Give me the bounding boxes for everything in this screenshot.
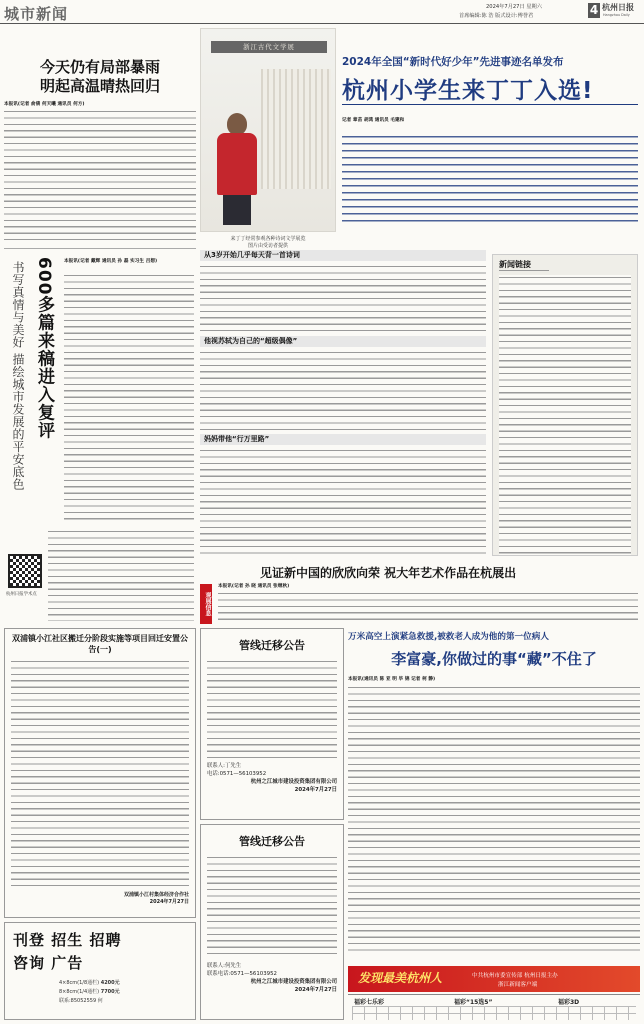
main-headline: 杭州小学生来丁丁入选!: [342, 78, 594, 104]
pipeline-notice-2-date: 2024年7月27日: [294, 987, 337, 993]
donor-headline: 李富豪,你做过的事“藏”不住了: [391, 650, 597, 668]
recruit-ad: [4, 922, 196, 1020]
weather-headline-2: 明起高温晴热回归: [39, 77, 160, 95]
art-byline: 本报讯(记者 孙 晓 通讯员 张继秋): [218, 584, 290, 589]
essay-body-right: [64, 273, 194, 523]
recruit-ad-line2: 咨询 广告: [13, 954, 84, 972]
essay-vertical-title: 600多篇来稿进入复评: [34, 257, 54, 440]
banner-title: 发现最美杭州人: [358, 971, 443, 985]
photo-caption: 来丁丁经常参观各种诗词文学展览: [230, 236, 306, 242]
relocation-notice-title: 双浦镇小江社区搬迁分阶段实施等项目回迁安置公告(一): [12, 634, 188, 654]
main-sub1: 从3岁开始几乎每天背一首诗词: [200, 250, 486, 261]
main-body-c: [200, 448, 486, 556]
weather-headline-1: 今天仍有局部暴雨: [39, 58, 160, 76]
pipeline-notice-1-org: 杭州之江城市建设投资集团有限公司: [250, 779, 337, 785]
date-line: 2024年7月27日 星期六: [486, 4, 542, 10]
weather-story: [4, 58, 196, 248]
news-link-title: 新闻链接: [499, 259, 549, 271]
boy-legs: [223, 195, 251, 225]
recruit-price-1: 4200元: [100, 980, 120, 986]
donor-kicker: 万米高空上演紧急救援,被救老人成为他的第一位病人: [348, 632, 549, 642]
news-link-body: [499, 275, 631, 555]
pipeline-notice-2-contact: 联系人:何先生: [207, 963, 242, 969]
recruit-size-2: 8×8cm(1/4通栏): [59, 989, 100, 995]
main-sub3: 妈妈带他“行万里路”: [200, 434, 486, 445]
essay-qr-caption: 杭州日报学术点: [6, 592, 37, 597]
main-kicker: 2024年全国“新时代好少年”先进事迹名单发布: [342, 56, 564, 68]
recruit-ad-phone: 联系:85052559 何: [59, 998, 103, 1004]
donor-body: [348, 685, 640, 953]
lottery-section: [348, 994, 640, 1022]
relocation-notice-body: [11, 659, 189, 889]
pipeline-notice-2-title: 管线迁移公告: [239, 835, 305, 848]
page-number: 4: [589, 3, 599, 17]
banner-sub2: 浙江新闻客户端: [498, 982, 538, 988]
relocation-notice-footer: 双浦镇小江村集体经济合作社: [123, 892, 189, 898]
lottery-col-3: 福彩3D: [558, 999, 580, 1006]
photo-subcaption: 图片由受访者提供: [247, 243, 288, 249]
pipeline-notice-1-title: 管线迁移公告: [239, 639, 305, 652]
pipeline-notice-1-contact: 联系人:丁先生: [207, 763, 242, 769]
pipeline-notice-1-body: [207, 659, 337, 759]
essay-vertical-sub: 书写真情与美好 描绘城市发展的平安底色: [11, 261, 25, 491]
recruit-price-2: 7700元: [100, 989, 120, 995]
page-header: [0, 0, 644, 24]
art-headline: 见证新中国的欣欣向荣 祝大年艺术作品在杭展出: [260, 566, 517, 580]
donor-story: [348, 630, 640, 964]
hangzhou-banner: [348, 966, 640, 992]
lottery-col-2: 福彩“15选5”: [454, 999, 493, 1006]
main-headline-rule: [342, 104, 638, 105]
essay-story: [4, 248, 196, 623]
pipeline-notice-1: [200, 628, 344, 820]
lottery-grid: [352, 1006, 636, 1020]
main-body-a: [200, 264, 486, 334]
main-story: [200, 28, 640, 624]
main-byline: 记者 章苗 胡鸿 通讯员 毛建和: [342, 118, 405, 123]
recruit-size-1: 4×8cm(1/8通栏): [59, 980, 100, 986]
relocation-notice: [4, 628, 196, 918]
paper-name: 杭州日报: [602, 2, 634, 12]
weather-body: [4, 109, 196, 245]
pipeline-notice-1-phone: 电话:0571—56103952: [207, 771, 267, 777]
recruit-ad-price-row-2: [5, 986, 195, 995]
essay-body-bottom: [48, 529, 194, 621]
donor-byline: 本报讯(通讯员 陈 亚 明 毕 锦 记者 柯 静): [348, 677, 436, 682]
boy-body: [217, 133, 257, 195]
paper-name-en: Hangzhou Daily: [603, 13, 630, 17]
main-lead: [342, 134, 638, 222]
recruit-ad-price-row-1: [5, 973, 195, 986]
banner-sub: 中共杭州市委宣传部 杭州日报主办: [472, 973, 558, 979]
main-photo: [200, 28, 336, 232]
recruit-ad-line1: 刊登 招生 招聘: [13, 931, 122, 949]
art-label: 观展信息: [200, 584, 212, 624]
weather-byline: 本报讯(记者 俞倩 何天曦 通讯员 何方): [4, 102, 85, 107]
pipeline-notice-1-date: 2024年7月27日: [294, 787, 337, 793]
section-title: 城市新闻: [4, 5, 69, 23]
exhibit-banner: 浙江古代文学展: [211, 41, 327, 53]
relocation-notice-date: 2024年7月27日: [149, 899, 189, 905]
pipeline-notice-2: [200, 824, 344, 1020]
exhibit-board: [261, 69, 331, 189]
art-body: [218, 591, 638, 623]
boy-head: [227, 113, 247, 135]
essay-qr-code: [8, 554, 42, 588]
pipeline-notice-2-body: [207, 855, 337, 959]
lottery-col-1: 福彩七乐彩: [354, 999, 385, 1006]
essay-byline: 本报讯(记者 戴辉 通讯员 孙 磊 实习生 吕想): [64, 259, 158, 264]
editor-line: 首席编辑:陈 浩 版式设计:傅誉君: [459, 13, 534, 19]
news-link-sidebar: [492, 254, 638, 556]
pipeline-notice-2-phone: 联系电话:0571—56103952: [207, 971, 277, 977]
pipeline-notice-2-org: 杭州之江城市建设投资集团有限公司: [250, 979, 337, 985]
main-body-b: [200, 350, 486, 432]
main-sub2: 他视苏轼为自己的“超级偶像”: [200, 336, 486, 347]
